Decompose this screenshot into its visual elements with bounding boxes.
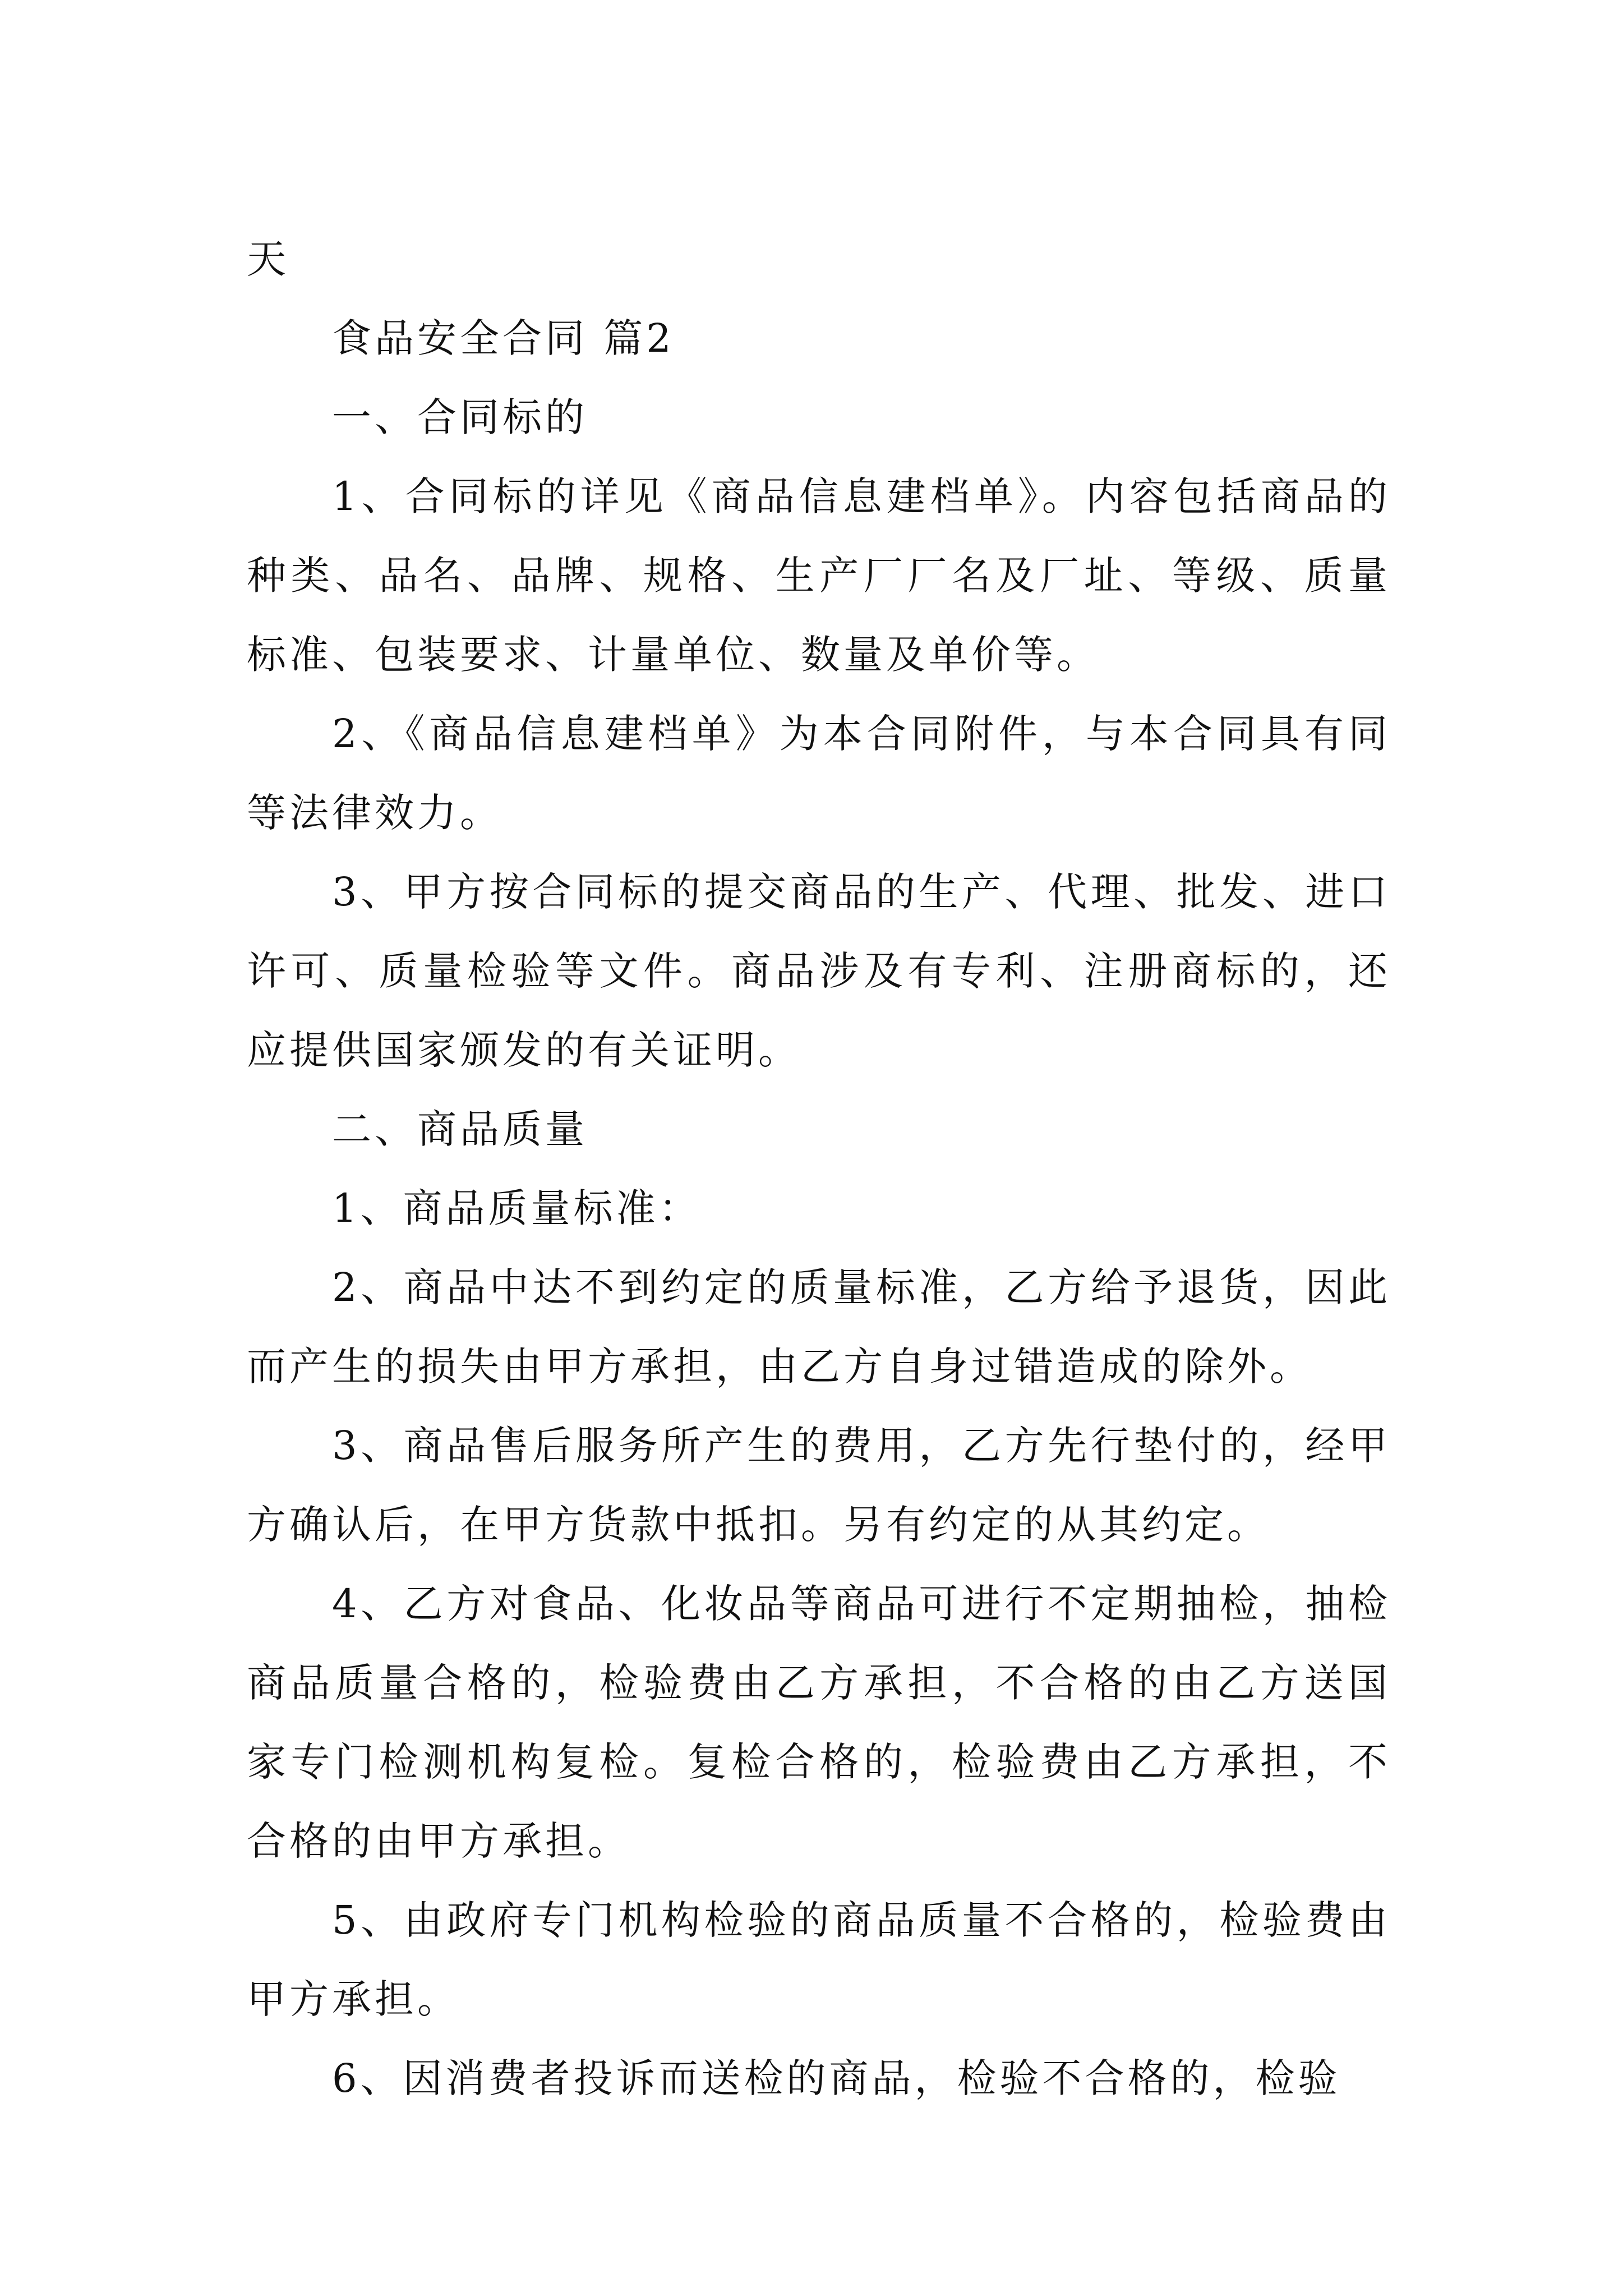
paragraph-clause-2-5: 5、由政府专门机构检验的商品质量不合格的，检验费由甲方承担。 [247, 1897, 1391, 2022]
paragraph-clause-1-1: 1、合同标的详见《商品信息建档单》。内容包括商品的种类、品名、品牌、规格、生产厂厂名及厂址、等级、质量标准、包装要求、计量单位、数量及单价等。 [247, 473, 1391, 678]
section-title: 食品安全合同 篇2 [332, 315, 675, 361]
heading-product-quality: 二、商品质量 [332, 1106, 588, 1152]
paragraph-clause-2-1: 1、商品质量标准： [332, 1185, 702, 1231]
paragraph-clause-1-2: 2、《商品信息建档单》为本合同附件，与本合同具有同等法律效力。 [247, 711, 1391, 836]
document-body [247, 220, 1391, 2118]
heading-contract-subject: 一、合同标的 [332, 394, 588, 440]
paragraph-clause-1-3: 3、甲方按合同标的提交商品的生产、代理、批发、进口许可、质量检验等文件。商品涉及有专利、注册商标的，还应提供国家颁发的有关证明。 [247, 869, 1391, 1073]
paragraph-clause-2-2: 2、商品中达不到约定的质量标准，乙方给予退货，因此而产生的损失由甲方承担，由乙方自身过错造成的除外。 [247, 1264, 1391, 1389]
paragraph-clause-2-3: 3、商品售后服务所产生的费用，乙方先行垫付的，经甲方确认后，在甲方货款中抵扣。另有约定的从其约定。 [247, 1423, 1391, 1548]
paragraph-clause-2-4: 4、乙方对食品、化妆品等商品可进行不定期抽检，抽检商品质量合格的，检验费由乙方承担，不合格的由乙方送国家专门检测机构复检。复检合格的，检验费由乙方承担，不合格的由甲方承担。 [247, 1581, 1391, 1864]
paragraph-continuation: 天 [247, 236, 289, 282]
paragraph-clause-2-6: 6、因消费者投诉而送检的商品，检验不合格的，检验 [332, 2055, 1341, 2101]
